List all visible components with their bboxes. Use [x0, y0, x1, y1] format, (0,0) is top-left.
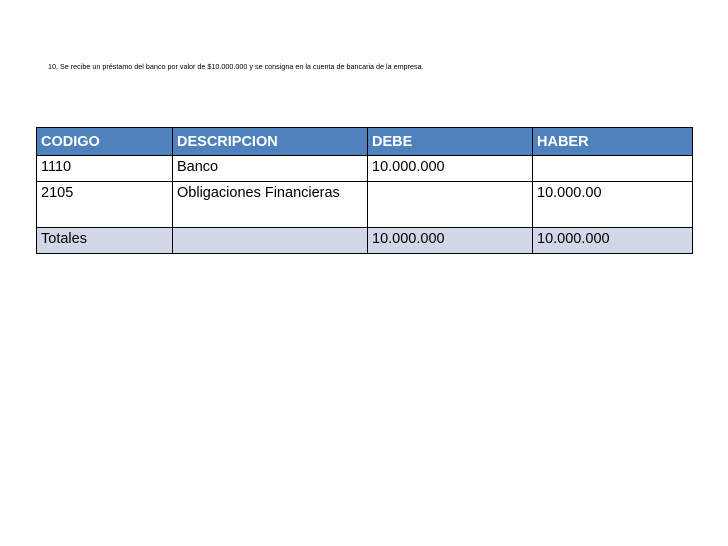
cell-debe: 10.000.000	[368, 156, 533, 182]
totals-debe: 10.000.000	[368, 228, 533, 254]
cell-debe	[368, 182, 533, 228]
cell-haber	[533, 156, 693, 182]
table-header-row	[37, 128, 693, 156]
cell-codigo: 2105	[37, 182, 173, 228]
cell-codigo: 1110	[37, 156, 173, 182]
transaction-statement: 10. Se recibe un préstamo del banco por valor de $10.000.000 y se consigna en la cuenta de bancaria de la empresa.	[48, 62, 424, 71]
header-debe: DEBE	[368, 128, 533, 156]
cell-descripcion: Banco	[173, 156, 368, 182]
header-haber: HABER	[533, 128, 693, 156]
cell-haber: 10.000.00	[533, 182, 693, 228]
journal-entry-table	[36, 127, 693, 254]
header-descripcion: DESCRIPCION	[173, 128, 368, 156]
totals-row	[37, 228, 693, 254]
header-codigo: CODIGO	[37, 128, 173, 156]
table-row	[37, 156, 693, 182]
totals-haber: 10.000.000	[533, 228, 693, 254]
totals-descripcion	[173, 228, 368, 254]
cell-descripcion: Obligaciones Financieras	[173, 182, 368, 228]
table-row	[37, 182, 693, 228]
totals-label: Totales	[37, 228, 173, 254]
